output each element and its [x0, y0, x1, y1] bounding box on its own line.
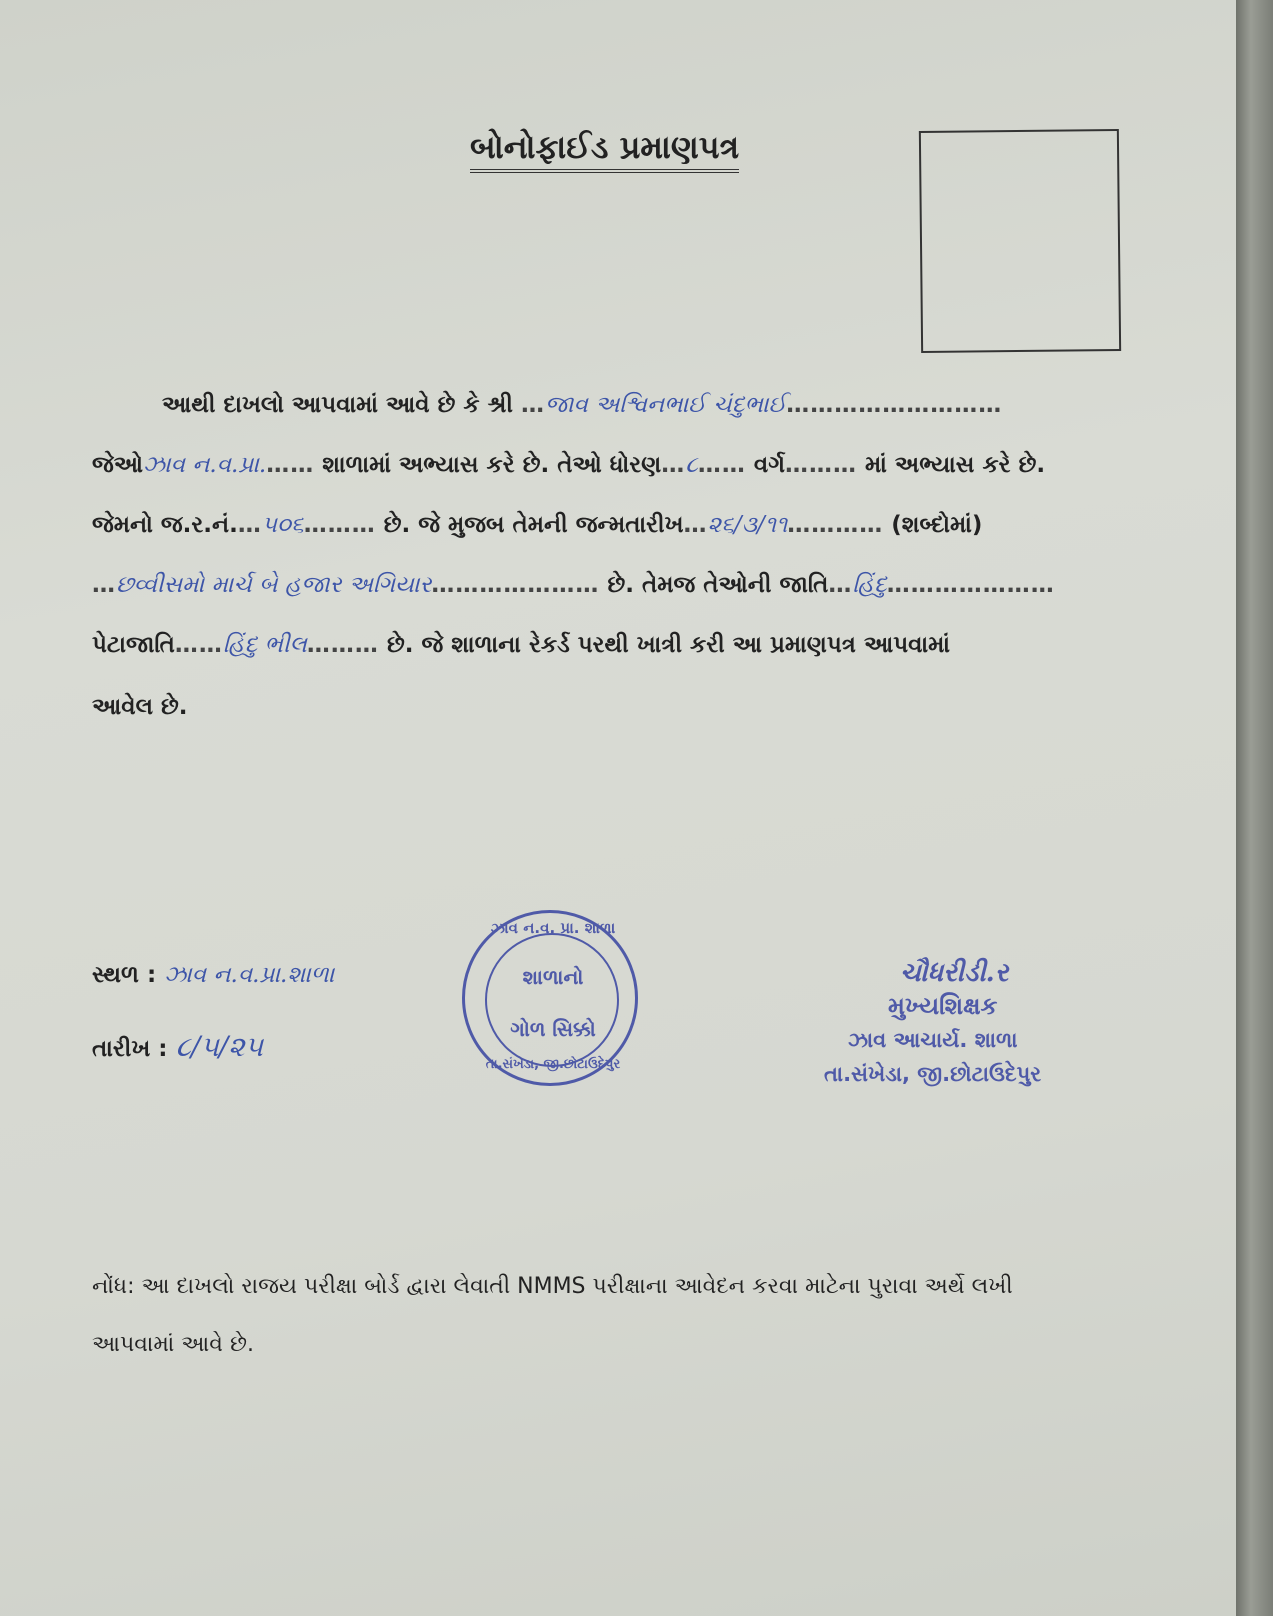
body-line-2: જેઓઝાવ ન.વ.પ્રા.…… શાળામાં અભ્યાસ કરે છે. તેઓ ધોરણ…૮…… વર્ગ……… માં અભ્યાસ કરે છે.: [92, 452, 1046, 478]
subcaste-value: હિંદુ ભીલ: [222, 632, 307, 658]
student-name: જાવ અશ્વિનભાઈ ચંદુભાઈ: [545, 392, 787, 418]
body-line-3: જેમનો જ.ર.નં.…૫૦૬……… છે. જે મુજબ તેમની જન્મતારીખ…૨૬/૩/૧૧………… (શબ્દોમાં): [92, 512, 983, 538]
note-line-1: નોંધ: આ દાખલો રાજય પરીક્ષા બોર્ડ દ્વારા લેવાતી NMMS પરીક્ષાના આવેદન કરવા માટેના પુરાવા અર્થે લખી: [92, 1274, 1013, 1299]
line2-prefix: જેઓ: [92, 452, 144, 478]
caste-value: હિંદુ: [852, 572, 887, 598]
gr-number: ૫૦૬: [261, 512, 304, 538]
body-line-1: આથી દાખલો આપવામાં આવે છે કે શ્રી …જાવ અશ્વિનભાઈ ચંદુભાઈ………………………: [162, 392, 1003, 418]
date-label: તારીખ :: [92, 1036, 168, 1062]
place-label: સ્થળ :: [92, 962, 157, 988]
line4-mid: છે. તેમજ તેઓની જાતિ: [607, 572, 829, 598]
stamp-ring-top: ઝાવ ન.વ. પ્રા. શાળા: [490, 919, 616, 937]
body-line-6: આવેલ છે.: [92, 694, 188, 720]
signature-location: તા.સંખેડા, જી.છોટાઉદેપુર: [824, 1062, 1042, 1086]
table-background-edge: [1236, 0, 1273, 1616]
line3-prefix: જેમનો જ.ર.નં.: [92, 512, 238, 538]
line3-suffix: (શબ્દોમાં): [891, 512, 983, 538]
stamp-center-top: શાળાનો: [522, 965, 584, 989]
note-line-2: આપવામાં આવે છે.: [92, 1332, 254, 1357]
school-handwritten: ઝાવ ન.વ.પ્રા.: [143, 452, 267, 478]
birth-date: ૨૬/૩/૧૧: [707, 512, 788, 538]
document-title: બોનોફાઈડ પ્રમાણપત્ર: [470, 128, 739, 173]
line2-varg: વર્ગ: [753, 452, 786, 478]
body-line-5: પેટાજાતિ……હિંદુ ભીલ……… છે. જે શાળાના રેકર્ડ પરથી ખાત્રી કરી આ પ્રમાણપત્ર આપવામાં: [92, 632, 950, 658]
line2-suffix: માં અભ્યાસ કરે છે.: [865, 452, 1046, 478]
date-row: [92, 1030, 263, 1064]
line1-prefix: આથી દાખલો આપવામાં આવે છે કે શ્રી: [162, 392, 513, 418]
line5-suffix: છે. જે શાળાના રેકર્ડ પરથી ખાત્રી કરી આ પ્રમાણપત્ર આપવામાં: [386, 632, 950, 658]
stamp-center-bottom: ગોળ સિક્કો: [510, 1017, 596, 1041]
body-line-4: …છવ્વીસમો માર્ચ બે હજાર અગિયાર………………… છે. તેમજ તેઓની જાતિ…હિંદુ…………………: [92, 572, 1055, 598]
stamp-ring-bottom: તા.સંખેડા, જી.છોટાઉદેપુર: [485, 1057, 621, 1072]
birth-date-words: છવ્વીસમો માર્ચ બે હજાર અગિયાર: [116, 572, 432, 598]
signature-school: ઝાવ આચાર્ય. શાળા: [848, 1028, 1018, 1052]
place-row: [92, 962, 334, 988]
line5-prefix: પેટાજાતિ: [92, 632, 175, 658]
signature-handwritten: ચૌધરીડી.ર: [900, 958, 1009, 988]
line3-mid: છે. જે મુજબ તેમની જન્મતારીખ: [383, 512, 684, 538]
standard-value: ૮: [685, 452, 698, 478]
line2-mid: શાળામાં અભ્યાસ કરે છે. તેઓ ધોરણ: [322, 452, 662, 478]
signature-role: મુખ્યશિક્ષક: [888, 992, 998, 1020]
stamp-inner-ring: [485, 933, 619, 1067]
school-seal-stamp: [462, 910, 638, 1086]
date-value: ૮/૫/૨૫: [175, 1030, 263, 1063]
place-value: ઝાવ ન.વ.પ્રા.શાળા: [164, 962, 335, 988]
photo-box: [919, 129, 1121, 353]
